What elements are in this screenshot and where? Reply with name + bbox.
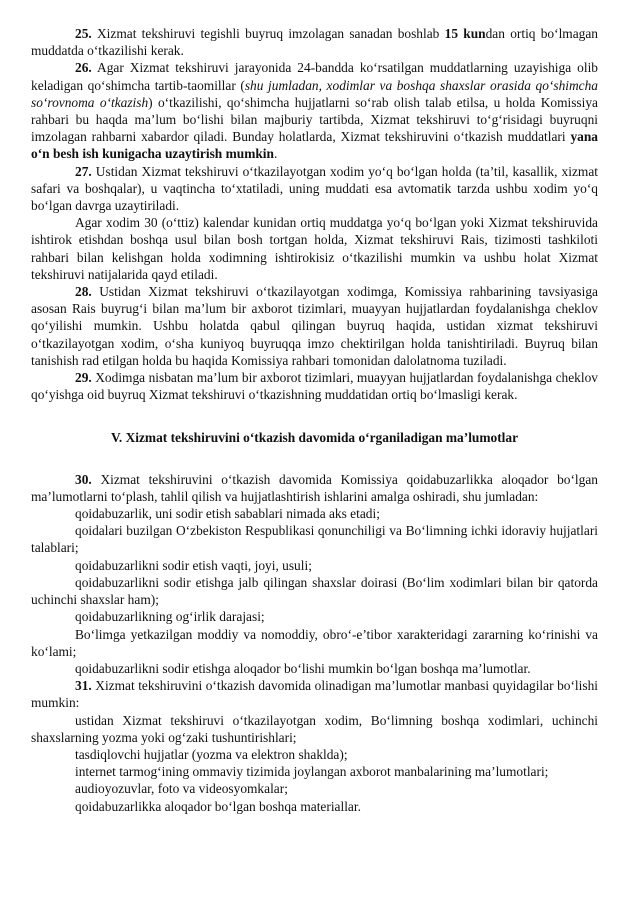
list-item: internet tarmog‘ining ommaviy tizimida joylangan axborot manbalarining ma’lumotlari;	[75, 764, 549, 780]
list-item: qoidabuzarlik, uni sodir etish sabablari nimada aks etadi;	[75, 506, 380, 522]
italic-note: shu jumladan, xodimlar va boshqa shaxslar orasida qo‘shimcha so‘rovnoma o‘tkazish	[31, 77, 598, 110]
section-heading: V. Xizmat tekshiruvini o‘tkazish davomida o‘rganiladigan ma’lumotlar	[110, 430, 519, 446]
document-body	[31, 25, 598, 815]
list-item: qoidalari buzilgan O‘zbekiston Respublikasi qonunchiligi va Bo‘limning ichki idoraviy hujjatlari talablari;	[31, 523, 598, 556]
paragraph-number: 29.	[75, 370, 92, 386]
list-item: audioyozuvlar, foto va videosyomkalar;	[75, 781, 288, 797]
paragraph-31: 31. Xizmat tekshiruvini o‘tkazish davomida olinadigan ma’lumotlar manbasi quyidagilar bo‘lishi mumkin:	[31, 678, 598, 711]
list-item: qoidabuzarlikka aloqador bo‘lgan boshqa materiallar.	[75, 798, 361, 814]
paragraph-27-continued: Agar xodim 30 (o‘ttiz) kalendar kunidan ortiq muddatga yo‘q bo‘lgan yoki Xizmat tekshiruvida ishtirok etishdan boshqa usul bilan bosh tortgan holda, Xizmat tekshiruvi Rais, tizimosti tashkiloti rahbari bilan kelishgan holda xodimning ishtirokisiz o‘tkazilishi mumkin va ushbu holat Xizmat tekshiruvi natijalarida qayd etiladi.	[31, 215, 598, 282]
list-item: qoidabuzarlikni sodir etishga jalb qilingan shaxslar doirasi (Bo‘lim xodimlari bilan bir qatorda uchinchi shaxslar ham);	[31, 574, 598, 608]
paragraph-number: 27.	[75, 163, 92, 179]
paragraph-number: 25.	[75, 26, 92, 41]
extension-highlight: yana o‘n besh ish kunigacha uzaytirish mumkin	[31, 129, 598, 162]
list-item: qoidabuzarlikni sodir etishga aloqador bo‘lishi mumkin bo‘lgan boshqa ma’lumotlar.	[75, 660, 531, 676]
paragraph-28: 28. Ustidan Xizmat tekshiruvi o‘tkazilayotgan xodimga, Komissiya rahbarining tavsiyasiga asosan Rais buyrug‘i bilan ma’lum bir axborot tizimlari, muayyan hujjatlardan foydalanishga cheklov qo‘yilishi mumkin. Ushbu holatda qabul qilingan buyruq haqida, ustidan xizmat tekshiruvi o‘tkazilayotgan xodim, o‘sha kuniyoq buyruqqa imzo chektirilgan holda tanishtiriladi. Buyruq bilan tanishish rad etilgan holda bu haqida Komissiya rahbari tomonidan dalolatnoma tuziladi.	[31, 284, 598, 368]
paragraph-26: 26. Agar Xizmat tekshiruvi jarayonida 24-bandda ko‘rsatilgan muddatlarning uzayishiga olib keladigan qo‘shimcha tartib-taomillar (shu jumladan, xodimlar va boshqa shaxslar orasida qo‘shimcha so‘rovnoma o‘tkazish) o‘tkazilishi, qo‘shimcha hujjatlarni so‘rab olish talab etilsa, u holda Komissiya rahbari bu haqda ma’lum bo‘lishi bilan majburiy tartibda, Xizmat tekshiruvi to‘g‘risidagi buyruqni imzolagan rahbarni xabardor qiladi. Bunday holatlarda, Xizmat tekshiruvini o‘tkazish muddatlari yana o‘n besh ish kunigacha uzaytirish mumkin.	[31, 60, 598, 162]
list-item: tasdiqlovchi hujjatlar (yozma va elektron shaklda);	[75, 746, 348, 762]
list-item: qoidabuzarlikni sodir etish vaqti, joyi, usuli;	[75, 557, 312, 573]
paragraph-number: 30.	[75, 471, 92, 487]
paragraph-number: 28.	[75, 284, 92, 300]
paragraph-29: 29. Xodimga nisbatan ma’lum bir axborot tizimlari, muayyan hujjatlardan foydalanishga cheklov qo‘yishga oid buyruq Xizmat tekshiruvi o‘tkazishning muddatidan ortiq bo‘lmasligi kerak.	[31, 370, 598, 403]
paragraph-25: 25. Xizmat tekshiruvi tegishli buyruq imzolagan sanadan boshlab 15 kundan ortiq bo‘lmagan muddatda o‘tkazilishi kerak.	[31, 26, 598, 59]
list-item: qoidabuzarlikning og‘irlik darajasi;	[75, 609, 265, 625]
deadline-highlight: 15 kun	[444, 26, 486, 41]
list-item: Bo‘limga yetkazilgan moddiy va nomoddiy, obro‘-e’tibor xarakteridagi zararning ko‘rinishi va ko‘lami;	[31, 626, 598, 659]
paragraph-number: 31.	[75, 678, 92, 694]
paragraph-30: 30. Xizmat tekshiruvini o‘tkazish davomida Komissiya qoidabuzarlikka aloqador bo‘lgan ma’lumotlarni to‘plash, tahlil qilish va hujjatlashtirish ishlarini amalga oshiradi, shu jumladan:	[31, 471, 598, 504]
paragraph-27: 27. Ustidan Xizmat tekshiruvi o‘tkazilayotgan xodim yo‘q bo‘lgan holda (ta’til, kasallik, xizmat safari va boshqalar), u vaqtincha to‘xtatiladi, uning muddati esa avtomatik tarzda ushbu xodim yo‘q bo‘lgan davrga uzaytiriladi.	[31, 163, 598, 214]
list-item: ustidan Xizmat tekshiruvi o‘tkazilayotgan xodim, Bo‘limning boshqa xodimlari, uchinchi shaxslarning yozma yoki og‘zaki tushuntirishlari;	[31, 712, 598, 745]
paragraph-number: 26.	[75, 60, 92, 76]
